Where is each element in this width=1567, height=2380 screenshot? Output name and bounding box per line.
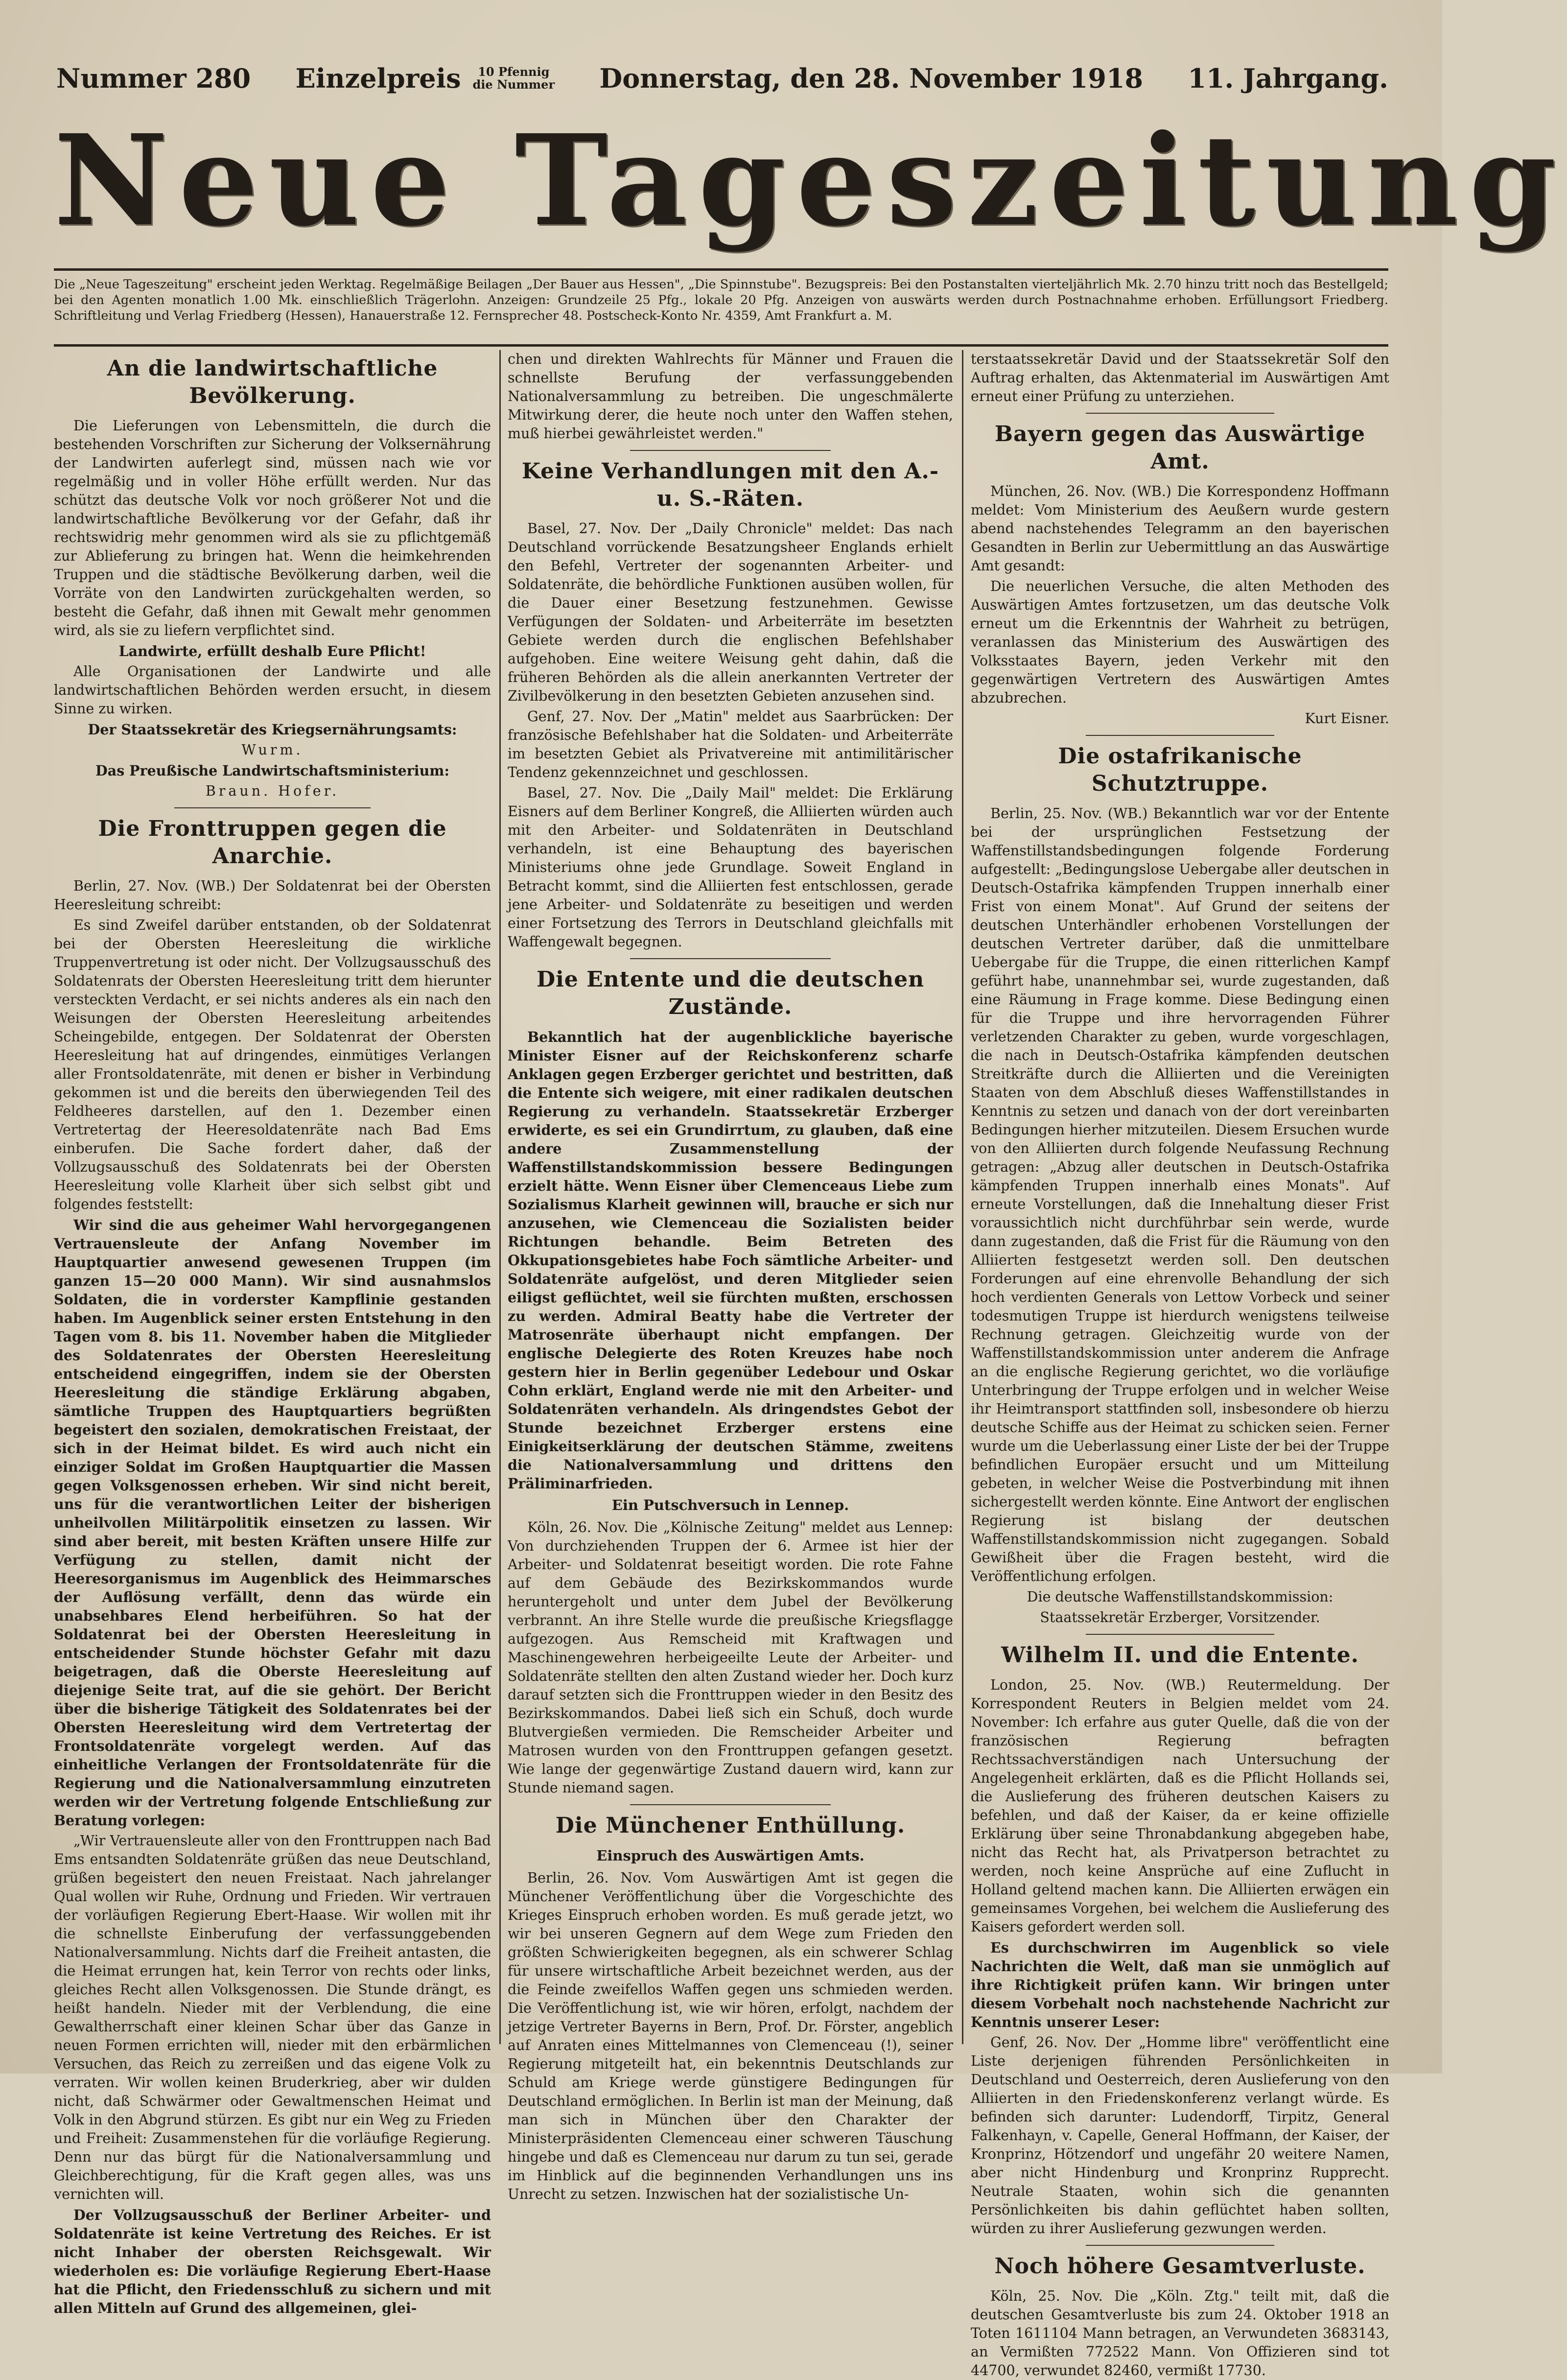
headline-bayern: Bayern gegen das Auswärtige Amt.	[994, 422, 1366, 474]
article-paragraph: London, 25. Nov. (WB.) Reutermeldung. Der Korrespondent Reuters in Belgien meldet vom 24. November: Ich erfahre aus guter Quelle, daß die von der französischen Regierung befragten Rechtssachverständigen nach Untersuchung der Angelegenheit erklärten, daß es die Pflicht Hollands sei, die Auslieferung des früheren deutschen Kaisers zu befehlen, und daß der Kaiser, da er keine offizielle Erklärung über seine Thronabdankung abgegeben habe, nicht das Recht hat, als Privatperson betrachtet zu werden, noch keine Ansprüche auf eine Zuflucht in Holland geltend machen kann. Die Alliierten erwägen ein gemeinsames Vorgehen, bei welchem die Auslieferung des Kaisers gefordert werden soll.	[971, 1677, 1389, 1935]
issue-date: Donnerstag, den 28. November 1918	[599, 63, 1144, 94]
article-paragraph: Es sind Zweifel darüber entstanden, ob der Soldatenrat bei der Obersten Heeresleitung die wirkliche Truppenvertretung ist oder nicht. Der Vollzugsausschuß des Soldatenrats der Obersten Heeresleitung tritt dem hierunter versteckten Verdacht, er sei nichts anderes als ein nach den Weisungen der Obersten Heeresleitung arbeitendes Scheingebilde, entgegen. Der Soldatenrat der Obersten Heeresleitung hat auf dringendes, einmütiges Verlangen aller Frontsoldatenräte, mit denen er bisher in Verbindung gekommen ist und die bereits den überwiegenden Teil des Feldheeres darstellen, auf den 1. Dezember einen Vertretertag der Heeresoldatenräte nach Bad Ems einberufen. Die Sache fordert daher, daß der Vollzugsausschuß des Soldatenrats bei der Obersten Heeresleitung volle Klarheit über sich selbst gibt und folgendes feststellt:	[54, 917, 491, 1212]
header-rule-top	[54, 268, 1388, 271]
column-divider-1	[499, 350, 501, 2044]
article-paragraph: Berlin, 26. Nov. Vom Auswärtigen Amt ist gegen die Münchener Veröffentlichung über die Vorgeschichte des Krieges Einspruch erhoben worden. Es muß gerade jetzt, wo wir bei unseren Gegnern auf dem Wege zum Frieden den größten Schwierigkeiten begegnen, als ein schwerer Schlag für unsere wirtschaftliche Arbeit bezeichnet werden, aus der die Feinde zweifellos Waffen gegen uns schmieden werden. Die Veröffentlichung ist, wie wir hören, erfolgt, nachdem der jetzige Vertreter Bayerns in Bern, Prof. Dr. Förster, angeblich auf Anraten eines Mittelmannes von Clemenceau (!), seiner Regierung mitgeteilt hat, ein bekenntnis Deutschlands zur Schuld am Kriege werde günstigere Bedingungen für Deutschland ermöglichen. In Berlin ist man der Meinung, daß man sich in München über den Charakter der Ministerpräsidenten Clemenceau einer schweren Täuschung hingebe und daß es Clemenceau nur darum zu tun sei, gerade im Hinblick auf die beginnenden Verhandlungen uns ins Unrecht zu setzen. Inzwischen hat der sozialistische Un-	[508, 1870, 953, 2202]
price-box	[296, 63, 555, 94]
headline-muenchen: Die Münchener Enthüllung.	[555, 1813, 906, 1838]
masthead-title: Neue Tageszeitung	[54, 108, 1567, 254]
section-divider	[1086, 735, 1274, 736]
subheadline-putsch: Ein Putschversuch in Lennep.	[611, 1497, 849, 1513]
price-value-line2: die Nummer	[472, 77, 555, 92]
headline-entente: Die Entente und die deutschen Zustände.	[536, 967, 925, 1019]
section-divider	[630, 958, 831, 959]
article-paragraph: Alle Organisationen der Landwirte und alle landwirtschaftlichen Behörden werden ersucht, in diesem Sinne zu wirken.	[54, 663, 491, 717]
signature-line: Der Staatssekretär des Kriegsernährungsamts:	[88, 721, 457, 738]
article-paragraph: Genf, 26. Nov. Der „Homme libre" veröffentlicht eine Liste derjenigen führenden Persönlichkeiten in Deutschland und Oesterreich, deren Auslieferung von den Alliierten in den Friedenskonferenz verlangt würde. Es befinden sich darunter: Ludendorff, Tirpitz, General Falkenhayn, v. Capelle, General Hoffmann, der Kaiser, der Kronprinz, Hötzendorf und ungefähr 20 weitere Namen, aber nicht Hindenburg und Kronprinz Rupprecht. Neutrale Staaten, wohin sich die genannten Persönlichkeiten bis dahin geflüchtet haben sollten, würden zu ihrer Auslieferung gezwungen werden.	[971, 2034, 1389, 2237]
article-paragraph: Basel, 27. Nov. Der „Daily Chronicle" meldet: Das nach Deutschland vorrückende Besatzungsheer Englands erhielt den Befehl, Vertreter der sogenannten Arbeiter- und Soldatenräte, die behördliche Funktionen ausüben wollen, für die Dauer einer Besetzung festzunehmen. Gewisse Verfügungen der Soldaten- und Arbeiterräte im besetzten Gebiete werden durch die englischen Befehlshaber aufgehoben. Eine weitere Weisung geht dahin, daß die früheren Behörden als die allein anerkannten Vertreter der Zivilbevölkerung in den besetzten Gebieten anzusehen sind.	[508, 520, 953, 704]
headline-fronttruppen: Die Fronttruppen gegen die Anarchie.	[98, 816, 447, 869]
subheadline-muenchen: Einspruch des Auswärtigen Amts.	[596, 1847, 865, 1864]
price-value	[472, 66, 555, 91]
signature-name: Wurm.	[241, 742, 304, 758]
article-paragraph: terstaatssekretär David und der Staatssekretär Solf den Auftrag erhalten, das Aktenmaterial im Auswärtigen Amt erneut einer Prüfung zu unterziehen.	[971, 351, 1389, 404]
price-value-line1: 10 Pfennig	[478, 65, 550, 79]
article-paragraph: Köln, 25. Nov. Die „Köln. Ztg." teilt mit, daß die deutschen Gesamtverluste bis zum 24. Oktober 1918 an Toten 1611104 Mann betragen, an Verwundeten 3683143, an Vermißten 772522 Mann. Von Offizieren sind tot 44700, verwundet 82460, vermißt 17730.	[971, 2288, 1389, 2379]
article-paragraph: Der Vollzugsausschuß der Berliner Arbeiter- und Soldatenräte ist keine Vertretung des Reiches. Er ist nicht Inhaber der obersten Reichsgewalt. Wir wiederholen es: Die vorläufige Regierung Ebert-Haase hat die Pflicht, den Friedensschluß zu sichern und mit allen Mitteln auf Grund des allgemeinen, glei-	[54, 2207, 491, 2316]
signature-line: Das Preußische Landwirtschaftsministerium:	[95, 762, 449, 779]
section-divider	[1086, 1634, 1274, 1635]
section-divider	[174, 807, 371, 808]
issue-number: Nummer 280	[56, 63, 251, 94]
article-paragraph: chen und direkten Wahlrechts für Männer und Frauen die schnellste Berufung der verfassunggebenden Nationalversammlung zu betreiben. Die ungeschmälerte Mitwirkung derer, die heute noch unter den Waffen stehen, muß hierbei gewährleistet werden."	[508, 351, 953, 442]
header-rule-bottom	[54, 344, 1388, 347]
article-paragraph: Wir sind die aus geheimer Wahl hervorgegangenen Vertrauensleute der Anfang November im Hauptquartier anwesend gewesenen Truppen (im ganzen 15—20 000 Mann). Wir sind ausnahmslos Soldaten, die in vorderster Kampflinie gestanden haben. Im Augenblick seiner ersten Entstehung in den Tagen vom 8. bis 11. November haben die Mitglieder des Soldatenrates der Obersten Heeresleitung entscheidend eingegriffen, indem sie der Obersten Heeresleitung die ständige Erklärung abgaben, sämtliche Truppen des Hauptquartiers begrüßten begeistert den sozialen, demokratischen Freistaat, der sich in der Heimat bildet. Es wird auch nicht ein einziger Soldat im Großen Hauptquartier die Massen gegen Volksgenossen erheben. Wir sind nicht bereit, uns für die verantwortlichen Leiter der bisherigen unheilvollen Militärpolitik einsetzen zu lassen. Wir sind aber bereit, mit besten Kräften unsere Hilfe zur Verfügung zu stellen, damit nicht der Heeresorganismus im Augenblick des Heimmarsches der Auflösung verfällt, denn das würde ein unabsehbares Elend herbeiführen. So hat der Soldatenrat bei der Obersten Heeresleitung in entscheidender Stunde höchster Gefahr mit dazu beigetragen, daß die Oberste Heeresleitung auf diejenige Seite trat, auf die sie gehört. Der Bericht über die bisherige Tätigkeit des Soldatenrates bei der Obersten Heeresleitung wird dem Vertretertag der Frontsoldatenräte vorgelegt werden. Auf das einheitliche Verlangen der Frontsoldatenräte für die Regierung und die Nationalversammlung einzutreten werden wir der Vertretung folgende Entschließung zur Beratung vorlegen:	[54, 1217, 491, 1829]
header-topline	[56, 56, 1388, 100]
section-divider	[1086, 413, 1274, 414]
article-paragraph: Genf, 27. Nov. Der „Matin" meldet aus Saarbrücken: Der französische Befehlshaber hat die Soldaten- und Arbeiterräte im besetzten Gebiet als Privatvereine mit antimilitärischer Tendenz gekennzeichnet und geschlossen.	[508, 708, 953, 780]
headline-verhandlungen: Keine Verhandlungen mit den A.- u. S.-Räten.	[521, 459, 939, 511]
column-3	[971, 350, 1389, 2379]
article-paragraph: Die neuerlichen Versuche, die alten Methoden des Auswärtigen Amtes fortzusetzen, um das deutsche Volk erneut um die Erkenntnis der Wahrheit zu betrügen, veranlassen das Ministerium des Auswärtigen des Volksstaates Bayern, jeden Verkehr mit den gegenwärtigen Vertretern des Auswärtigen Amtes abzubrechen.	[971, 578, 1389, 706]
column-1	[54, 350, 491, 2316]
volume: 11. Jahrgang.	[1188, 63, 1388, 94]
article-paragraph: Landwirte, erfüllt deshalb Eure Pflicht!	[118, 643, 426, 660]
column-divider-2	[962, 350, 963, 2044]
headline-ostafrika: Die ostafrikanische Schutztruppe.	[1058, 744, 1302, 796]
headline-wilhelm: Wilhelm II. und die Entente.	[1001, 1643, 1359, 1668]
section-divider	[630, 450, 831, 451]
article-paragraph: Es durchschwirren im Augenblick so viele Nachrichten die Welt, daß man sie unmöglich auf ihre Richtigkeit prüfen kann. Wir bringen unter diesem Vorbehalt noch nachstehende Nachricht zur Kenntnis unserer Leser:	[971, 1939, 1389, 2030]
article-paragraph: München, 26. Nov. (WB.) Die Korrespondenz Hoffmann meldet: Vom Ministerium des Aeußern wurde gestern abend nachstehendes Telegramm an den bayerischen Gesandten in Berlin zur Uebermittlung an das Auswärtige Amt gesandt:	[971, 483, 1389, 574]
signature-name: Kurt Eisner.	[1305, 710, 1389, 727]
section-divider	[630, 1804, 831, 1805]
imprint: Die „Neue Tageszeitung" erscheint jeden Werktag. Regelmäßige Beilagen „Der Bauer aus Hessen", „Die Spinnstube". Bezugspreis: Bei den Postanstalten vierteljährlich Mk. 2.70 hinzu tritt noch das Bestellgeld; bei den Agenten monatlich 1.00 Mk. einschließlich Trägerlohn. Anzeigen: Grundzeile 25 Pfg., lokale 20 Pfg. Anzeigen von auswärts werden durch Postnachnahme erhoben. Erfüllungsort Friedberg. Schriftleitung und Verlag Friedberg (Hessen), Hanauerstraße 12. Fernsprecher 48. Postscheck-Konto Nr. 4359, Amt Frankfurt a. M.	[54, 277, 1388, 323]
article-paragraph: Köln, 26. Nov. Die „Kölnische Zeitung" meldet aus Lennep: Von durchziehenden Truppen der 6. Armee ist hier der Arbeiter- und Soldatenrat beseitigt worden. Die rote Fahne auf dem Gebäude des Bezirkskommandos wurde heruntergeholt und unter dem Jubel der Bevölkerung verbrannt. An ihre Stelle wurde die preußische Kriegsflagge aufgezogen. Aus Remscheid mit Kraftwagen und Maschinengewehren herbeigeeilte Leute der Arbeiter- und Soldatenräte stellten den alten Zustand wieder her. Doch kurz darauf setzten sich die Fronttruppen wieder in den Besitz des Bezirkskommandos. Dabei ließ sich ein Schuß, doch wurde Blutvergießen vermieden. Die Remscheider Arbeiter und Matrosen wurden von den Fronttruppen gefangen gesetzt. Wie lange der gegenwärtige Zustand dauern wird, kann zur Stunde niemand sagen.	[508, 1519, 953, 1796]
headline-verluste: Noch höhere Gesamtverluste.	[994, 2254, 1366, 2279]
column-2	[508, 350, 953, 2202]
article-paragraph: Basel, 27. Nov. Die „Daily Mail" meldet: Die Erklärung Eisners auf dem Berliner Kongreß, die Alliierten würden auch mit den Arbeiter- und Soldatenräten in Deutschland verhandeln, ist eine Behauptung des bayerischen Ministeriums ohne jede Grundlage. Soweit England in Betracht kommt, sind die Alliierten fest entschlossen, gerade jene Arbeiter- und Soldatenräte zu beseitigen und werden einer Fortsetzung des Terrors in Deutschland gleichfalls mit Waffengewalt begegnen.	[508, 785, 953, 950]
article-paragraph: Die Lieferungen von Lebensmitteln, die durch die bestehenden Vorschriften zur Sicherung der Volksernährung der Landwirten auferlegt sind, müssen nach wie vor regelmäßig und in voller Höhe erfüllt werden. Nur das schützt das deutsche Volk vor noch größerer Not und die landwirtschaftliche Bevölkerung vor der Gefahr, daß ihr rechtswidrig mehr genommen wird als sie zu pflichtgemäß zur Ablieferung zu bringen hat. Wenn die heimkehrenden Truppen und die städtische Bevölkerung darben, weil die Vorräte von den Landwirten zurückgehalten werden, so besteht die Gefahr, daß ihnen mit Gewalt mehr genommen wird, als sie zu liefern verpflichtet sind.	[54, 418, 491, 638]
article-paragraph: Berlin, 25. Nov. (WB.) Bekanntlich war vor der Entente bei der ursprünglichen Festsetzung der Waffenstillstandsbedingungen folgende Forderung aufgestellt: „Bedingungslose Uebergabe aller deutschen in Deutsch-Ostafrika kämpfenden Truppen innerhalb einer Frist von einem Monat". Auf Grund der seitens der deutschen Unterhändler erhobenen Vorstellungen der deutschen Vertreter darüber, daß die unmittelbare Uebergabe für die Truppe, die einen ritterlichen Kampf geführt habe, unannehmbar sei, wurde zugestanden, daß eine Räumung in Frage komme. Diese Bedingung einen für die Truppe und ihre hervorragenden Führer verletzenden Charakter zu geben, wurde vorgeschlagen, die nach in Deutsch-Ostafrika kämpfenden deutschen Streitkräfte durch die Alliierten und die Vereinigten Staaten von dem Abschluß dieses Waffenstillstandes in Kenntnis zu setzen und danach von der dort vereinbarten Bedingungen hierher mitzuteilen. Diesem Ersuchen wurde von den Alliierten durch folgende Neufassung Rechnung getragen: „Abzug aller deutschen in Deutsch-Ostafrika kämpfenden Truppen innerhalb eines Monats". Auf erneute Vorstellungen, daß die Innehaltung dieser Frist voraussichtlich nicht durchführbar sein werde, wurde dann zugestanden, daß die Frist für die Räumung von den Alliierten festgesetzt werden soll. Den deutschen Forderungen auf eine ehrenvolle Behandlung der sich hoch verdienten Generals von Lettow Vorbeck und seiner todesmutigen Truppe ist hierdurch wenigstens teilweise Rechnung getragen. Gleichzeitig wurde von der Waffenstillstandskommission unter anderem die Anfrage an die englische Regierung gerichtet, wo die vorläufige Unterbringung der Truppe erfolgen und in welcher Weise ihr Heimtransport stattfinden soll, insbesondere ob hierzu deutsche Schiffe aus der Heimat zu schicken seien. Ferner wurde um die Ueberlassung einer Liste der bei der Truppe befindlichen Europäer ersucht und um Mitteilung gebeten, in welcher Weise die Postverbindung mit ihnen sichergestellt werden könnte. Eine Antwort der englischen Regierung ist bislang der deutschen Waffenstillstandskommission nicht zugegangen. Sobald Gewißheit über die Fragen besteht, wird die Veröffentlichung erfolgen.	[971, 805, 1389, 1584]
article-paragraph: Berlin, 27. Nov. (WB.) Der Soldatenrat bei der Obersten Heeresleitung schreibt:	[54, 878, 491, 913]
price-label: Einzelpreis	[295, 63, 461, 94]
headline-landwirt: An die landwirtschaftliche Bevölkerung.	[107, 356, 438, 408]
signature-name: Braun. Hofer.	[205, 783, 340, 799]
article-paragraph: „Wir Vertrauensleute aller von den Fronttruppen nach Bad Ems entsandten Soldatenräte grüßen das neue Deutschland, grüßen begeistert den neuen Freistaat. Nach jahrelanger Qual wollen wir Ruhe, Ordnung und Frieden. Wir vertrauen der vorläufigen Regierung Ebert-Haase. Wir wollen mit ihr die schnellste Einberufung der verfassunggebenden Nationalversammlung. Nichts darf die Freiheit antasten, die die Heimat errungen hat, kein Terror von rechts oder links, gleiches Recht allen Volksgenossen. Die Stunde drängt, es heißt handeln. Nieder mit der Verblendung, die eine Gewaltherrschaft einer kleinen Schar über das Ganze in neuen Formen errichten will, nieder mit den erbärmlichen Versuchen, das Reich zu zerreißen und das eigene Volk zu verraten. Wir wollen keinen Bruderkrieg, aber wir dulden nicht, daß Schwärmer oder Gewaltmenschen Heimat und Volk in den Abgrund stürzen. Es gibt nur ein Weg zu Frieden und Freiheit: Zusammenstehen für die vorläufige Regierung. Denn nur das bürgt für die Nationalversammlung und Gleichberechtigung, für die Kraft gegen alles, was uns vernichten will.	[54, 1833, 491, 2202]
section-divider	[1086, 2245, 1274, 2246]
article-paragraph: Bekanntlich hat der augenblickliche bayerische Minister Eisner auf der Reichskonferenz scharfe Anklagen gegen Erzberger gerichtet und bestritten, daß die Entente sich weigere, mit einer radikalen deutschen Regierung zu verhandeln. Staatssekretär Erzberger erwiderte, es sei ein Grundirrtum, zu glauben, daß eine andere Zusammenstellung der Waffenstillstandskommission bessere Bedingungen erzielt hätte. Wenn Eisner über Clemenceaus Liebe zum Sozialismus Klarheit gewinnen will, brauche er sich nur anzusehen, wie Clemenceau die Sozialisten beider Richtungen behandle. Beim Betreten des Okkupationsgebietes habe Foch sämtliche Arbeiter- und Soldatenräte aufgelöst, und deren Mitglieder seien eiligst geflüchtet, weil sie fürchten mußten, erschossen zu werden. Admiral Beatty habe die Vertreter der Matrosenräte überhaupt nicht empfangen. Der englische Delegierte des Roten Kreuzes habe noch gestern hier in Berlin gegenüber Ledebour und Oskar Cohn erklärt, England werde nie mit den Arbeiter- und Soldatenräten verhandeln. Als dringendstes Gebot der Stunde bezeichnet Erzberger erstens eine Einigkeitserklärung der deutschen Stämme, zweitens die Nationalversammlung und drittens den Präliminarfrieden.	[508, 1029, 953, 1492]
signature-line: Staatssekretär Erzberger, Vorsitzender.	[1040, 1609, 1320, 1626]
signature-line: Die deutsche Waffenstillstandskommission:	[1027, 1589, 1333, 1605]
